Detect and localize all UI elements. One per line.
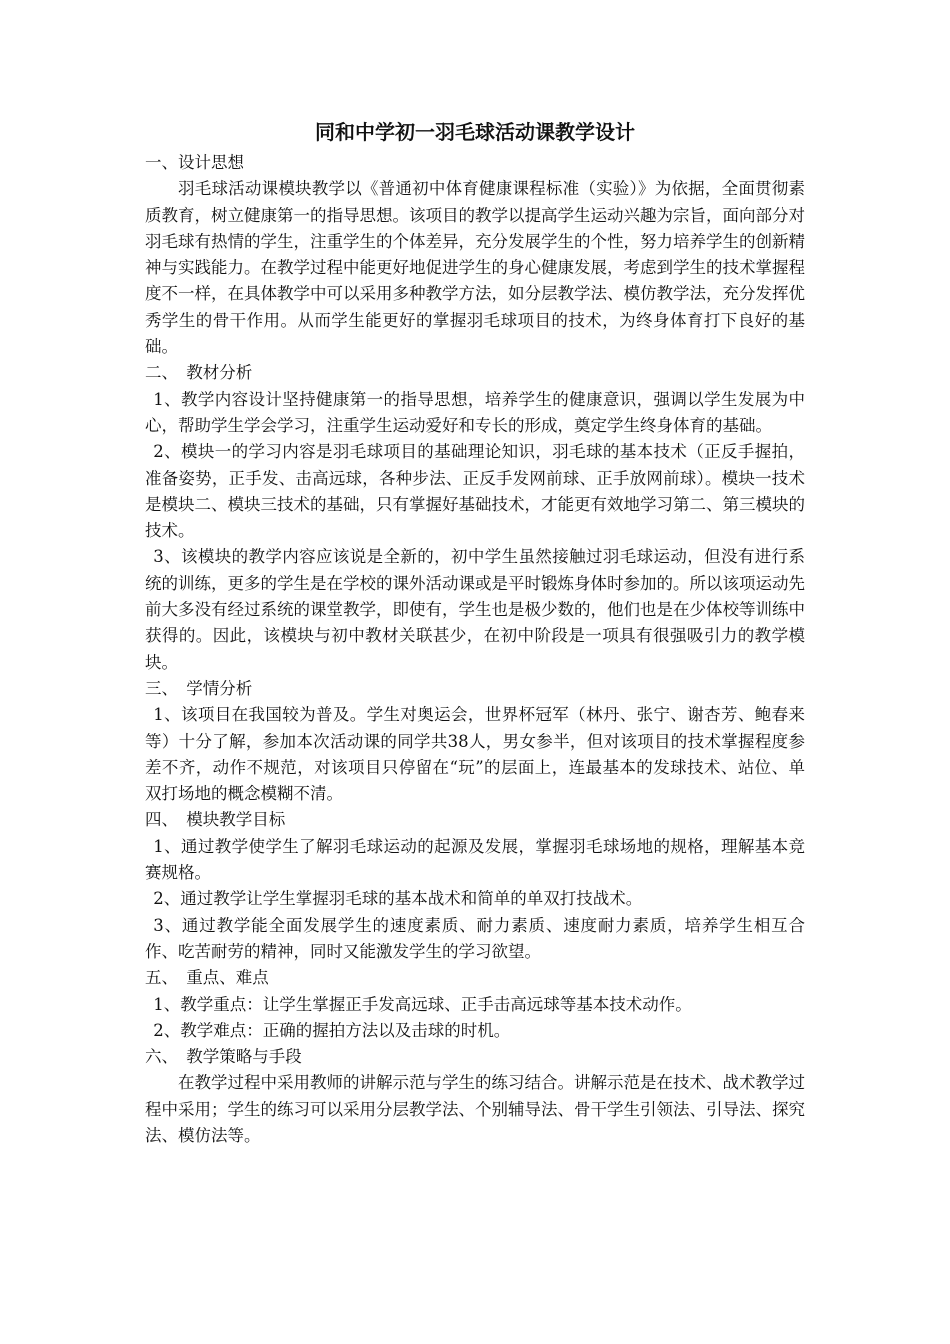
document-body (145, 150, 805, 1149)
body-paragraph: 2、模块一的学习内容是羽毛球项目的基础理论知识，羽毛球的基本技术（正反手握拍，准备姿势，正手发、击高远球，各种步法、正反手发网前球、正手放网前球）。模块一技术是模块二、模块三技术的基础，只有掌握好基础技术，才能更有效地学习第二、第三模块的技术。 (145, 442, 805, 541)
section-heading: 一、设计思想 (145, 153, 244, 172)
section-heading: 三、 学情分析 (145, 678, 253, 698)
section-heading: 四、 模块教学目标 (145, 810, 286, 830)
document-title: 同和中学初一羽毛球活动课教学设计 (315, 120, 635, 144)
body-paragraph: 1、通过教学使学生了解羽毛球运动的起源及发展，掌握羽毛球场地的规格，理解基本竞赛规格。 (145, 836, 805, 883)
section-heading: 六、 教学策略与手段 (145, 1047, 302, 1067)
body-paragraph: 1、教学重点：让学生掌握正手发高远球、正手击高远球等基本技术动作。 (153, 994, 692, 1014)
body-paragraph: 羽毛球活动课模块教学以《普通初中体育健康课程标准（实验）》为依据，全面贯彻素质教育，树立健康第一的指导思想。该项目的教学以提高学生运动兴趣为宗旨，面向部分对羽毛球有热情的学生，注重学生的个体差异，充分发展学生的个性，努力培养学生的创新精神与实践能力。在教学过程中能更好地促进学生的身心健康发展，考虑到学生的技术掌握程度不一样，在具体教学中可以采用多种教学方法，如分层教学法、模仿教学法，充分发挥优秀学生的骨干作用。从而学生能更好的掌握羽毛球项目的技术，为终身体育打下良好的基础。 (145, 179, 805, 357)
body-paragraph: 3、该模块的教学内容应该说是全新的，初中学生虽然接触过羽毛球运动，但没有进行系统的训练，更多的学生是在学校的课外活动课或是平时锻炼身体时参加的。所以该项运动先前大多没有经过系统的课堂教学，即使有，学生也是极少数的，他们也是在少体校等训练中获得的。因此，该模块与初中教材关联甚少，在初中阶段是一项具有很强吸引力的教学模块。 (145, 547, 805, 672)
body-paragraph: 1、教学内容设计坚持健康第一的指导思想，培养学生的健康意识，强调以学生发展为中心，帮助学生学会学习，注重学生运动爱好和专长的形成，奠定学生终身体育的基础。 (145, 389, 805, 435)
body-paragraph: 2、通过教学让学生掌握羽毛球的基本战术和简单的单双打技战术。 (153, 889, 643, 909)
body-paragraph: 在教学过程中采用教师的讲解示范与学生的练习结合。讲解示范是在技术、战术教学过程中采用；学生的练习可以采用分层教学法、个别辅导法、骨干学生引领法、引导法、探究法、模仿法等。 (145, 1073, 805, 1145)
body-paragraph: 1、该项目在我国较为普及。学生对奥运会，世界杯冠军（林丹、张宁、谢杏芳、鲍春来等）十分了解，参加本次活动课的同学共38人，男女参半，但对该项目的技术掌握程度参差不齐，动作不规范，对该项目只停留在“玩”的层面上，连最基本的发球技术、站位、单双打场地的概念模糊不清。 (145, 705, 805, 804)
section-heading: 五、 重点、难点 (145, 968, 269, 988)
section-heading: 二、 教材分析 (145, 363, 253, 383)
body-paragraph: 2、教学难点：正确的握拍方法以及击球的时机。 (153, 1020, 511, 1040)
body-paragraph: 3、通过教学能全面发展学生的速度素质、耐力素质、速度耐力素质，培养学生相互合作、吃苦耐劳的精神，同时又能激发学生的学习欲望。 (145, 915, 805, 961)
